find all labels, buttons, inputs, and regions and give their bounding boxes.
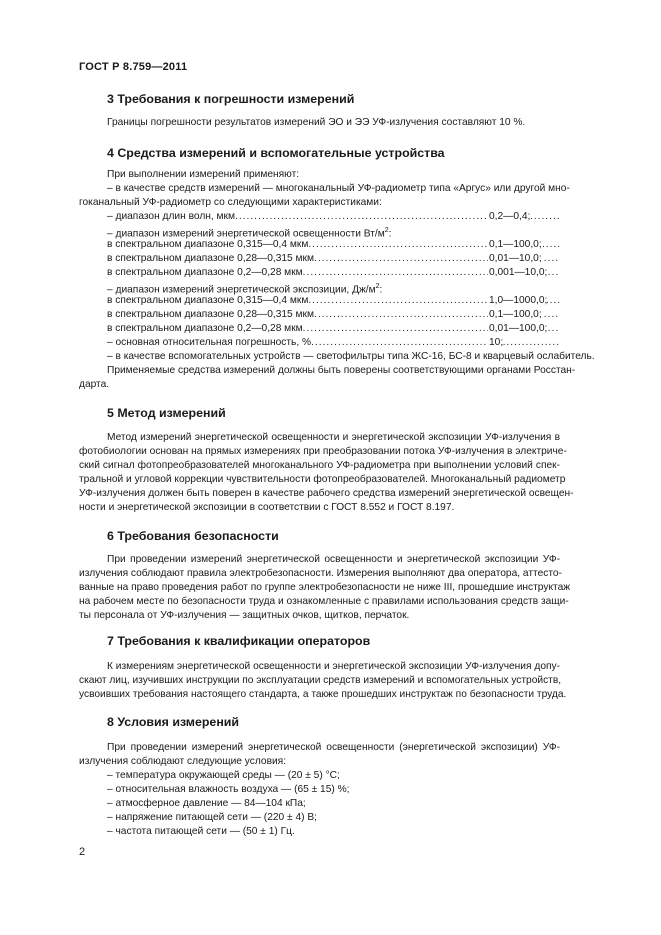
standard-header: ГОСТ Р 8.759—2011 [79,61,188,73]
spec-value: 1,0—1000,0; [489,295,548,306]
spec-subheading-irradiance: – диапазон измерений энергетической освещенности $Вт/м^2$: [107,227,392,240]
list-item: – в качестве средств измерений — многоканальный УФ-радиометр типа «Аргус» или другой мно- [107,183,570,194]
section-6-heading: 6 Требования безопасности [107,529,279,543]
paragraph-line: При проведении измерений энергетической освещенности и энергетической экспозиции УФ- [107,554,560,565]
spec-value: 0,001—10,0; [489,267,548,278]
paragraph-line: ский сигнал фотопреобразователей многоканального УФ-радиометра при выполнении условий спек- [79,460,560,471]
spec-label: – диапазон длин волн, мкм [107,211,236,222]
page-number: 2 [79,846,86,858]
section-4-heading: 4 Средства измерений и вспомогательные устройства [107,146,445,160]
paragraph-line: излучения соблюдают правила электробезопасности. Измерения выполняют два оператора, аттесто- [79,568,562,579]
paragraph-line: При выполнении измерений применяют: [107,169,300,180]
list-item: – температура окружающей среды — (20 ± 5) °С; [107,770,340,781]
paragraph-line: усвоивших требования настоящего стандарта, а также прошедших инструктаж по безопасности труда. [79,689,567,700]
paragraph-line: излучения соблюдают следующие условия: [79,756,287,767]
paragraph-line: К измерениям энергетической освещенности и энергетической экспозиции УФ-излучения допу- [107,661,560,672]
spec-label: – основная относительная погрешность, % [107,337,312,348]
spec-value: 10; [489,337,504,348]
spec-value: 0,01—100,0; [489,323,548,334]
spec-row-error [107,336,560,350]
spec-label: в спектральном диапазоне 0,2—0,28 мкм [107,323,303,334]
paragraph-line: При проведении измерений энергетической освещенности (энергетической экспозиции) УФ- [107,742,560,753]
list-item: – частота питающей сети — (50 ± 1) Гц. [107,826,295,837]
paragraph-line: Применяемые средства измерений должны быть поверены соответствующими органами Росстан- [107,365,576,376]
spec-label: в спектральном диапазоне 0,315—0,4 мкм [107,239,309,250]
paragraph-line: УФ-излучения должен быть поверен в качестве рабочего средства измерений энергетической освещен- [79,488,574,499]
spec-row-irradiance-1 [107,238,560,252]
section-3-heading: 3 Требования к погрешности измерений [107,92,355,106]
paragraph-line: Метод измерений энергетической освещенности и энергетической экспозиции УФ-излучения в [107,432,560,443]
paragraph-line: гоканальный УФ-радиометр со следующими характеристиками: [79,197,382,208]
paragraph-line: на рабочем месте по безопасности труда и ознакомленные с правилами использования средств защи- [79,596,569,607]
list-item: – в качестве вспомогательных устройств — светофильтры типа ЖС-16, БС-8 и кварцевый ослабитель. [107,351,595,362]
spec-subheading-exposure: – диапазон измерений энергетической экспозиции, $Дж/м^2$: [107,283,383,296]
spec-row-exposure-1 [107,294,560,308]
paragraph-line: дарта. [79,379,110,390]
spec-value: 0,01—10,0; [489,253,542,264]
spec-label: в спектральном диапазоне 0,315—0,4 мкм [107,295,309,306]
spec-row-exposure-3 [107,322,560,336]
paragraph-line: ванные на право проведения работ по группе электробезопасности не ниже III, прошедшие инструктаж [79,582,571,593]
spec-value: 0,1—100,0; [489,239,542,250]
list-item: – напряжение питающей сети — (220 ± 4) В; [107,812,317,823]
paragraph-line: Границы погрешности результатов измерений ЭО и ЭЭ УФ-излучения составляют 10 %. [107,117,526,128]
spec-row-exposure-2 [107,308,560,322]
section-5-heading: 5 Метод измерений [107,406,226,420]
spec-row-irradiance-2 [107,252,560,266]
list-item: – относительная влажность воздуха — (65 ± 15) %; [107,784,350,795]
paragraph-line: фотобиологии основан на прямых измерениях при преобразовании потока УФ-излучения в электриче- [79,446,567,457]
section-7-heading: 7 Требования к квалификации операторов [107,634,371,648]
paragraph-line: тральной и угловой коррекции чувствительности фотопреобразователей. Многоканальный радиометр [79,474,566,485]
spec-label: в спектральном диапазоне 0,2—0,28 мкм [107,267,303,278]
paragraph-line: ты персонала от УФ-излучения — защитных очков, щитков, перчаток. [79,610,410,621]
list-item: – атмосферное давление — 84—104 кПа; [107,798,306,809]
section-8-heading: 8 Условия измерений [107,715,240,729]
spec-label: в спектральном диапазоне 0,28—0,315 мкм [107,309,314,320]
spec-value: 0,2—0,4; [489,211,531,222]
spec-row-wavelength [107,210,560,224]
paragraph-line: скают лиц, изучивших инструкции по эксплуатации средств измерений и вспомогательных устройств, [79,675,562,686]
spec-row-irradiance-3 [107,266,560,280]
spec-value: 0,1—100,0; [489,309,542,320]
paragraph-line: ности и энергетической экспозиции в соответствии с ГОСТ 8.552 и ГОСТ 8.197. [79,502,455,513]
spec-label: в спектральном диапазоне 0,28—0,315 мкм [107,253,314,264]
